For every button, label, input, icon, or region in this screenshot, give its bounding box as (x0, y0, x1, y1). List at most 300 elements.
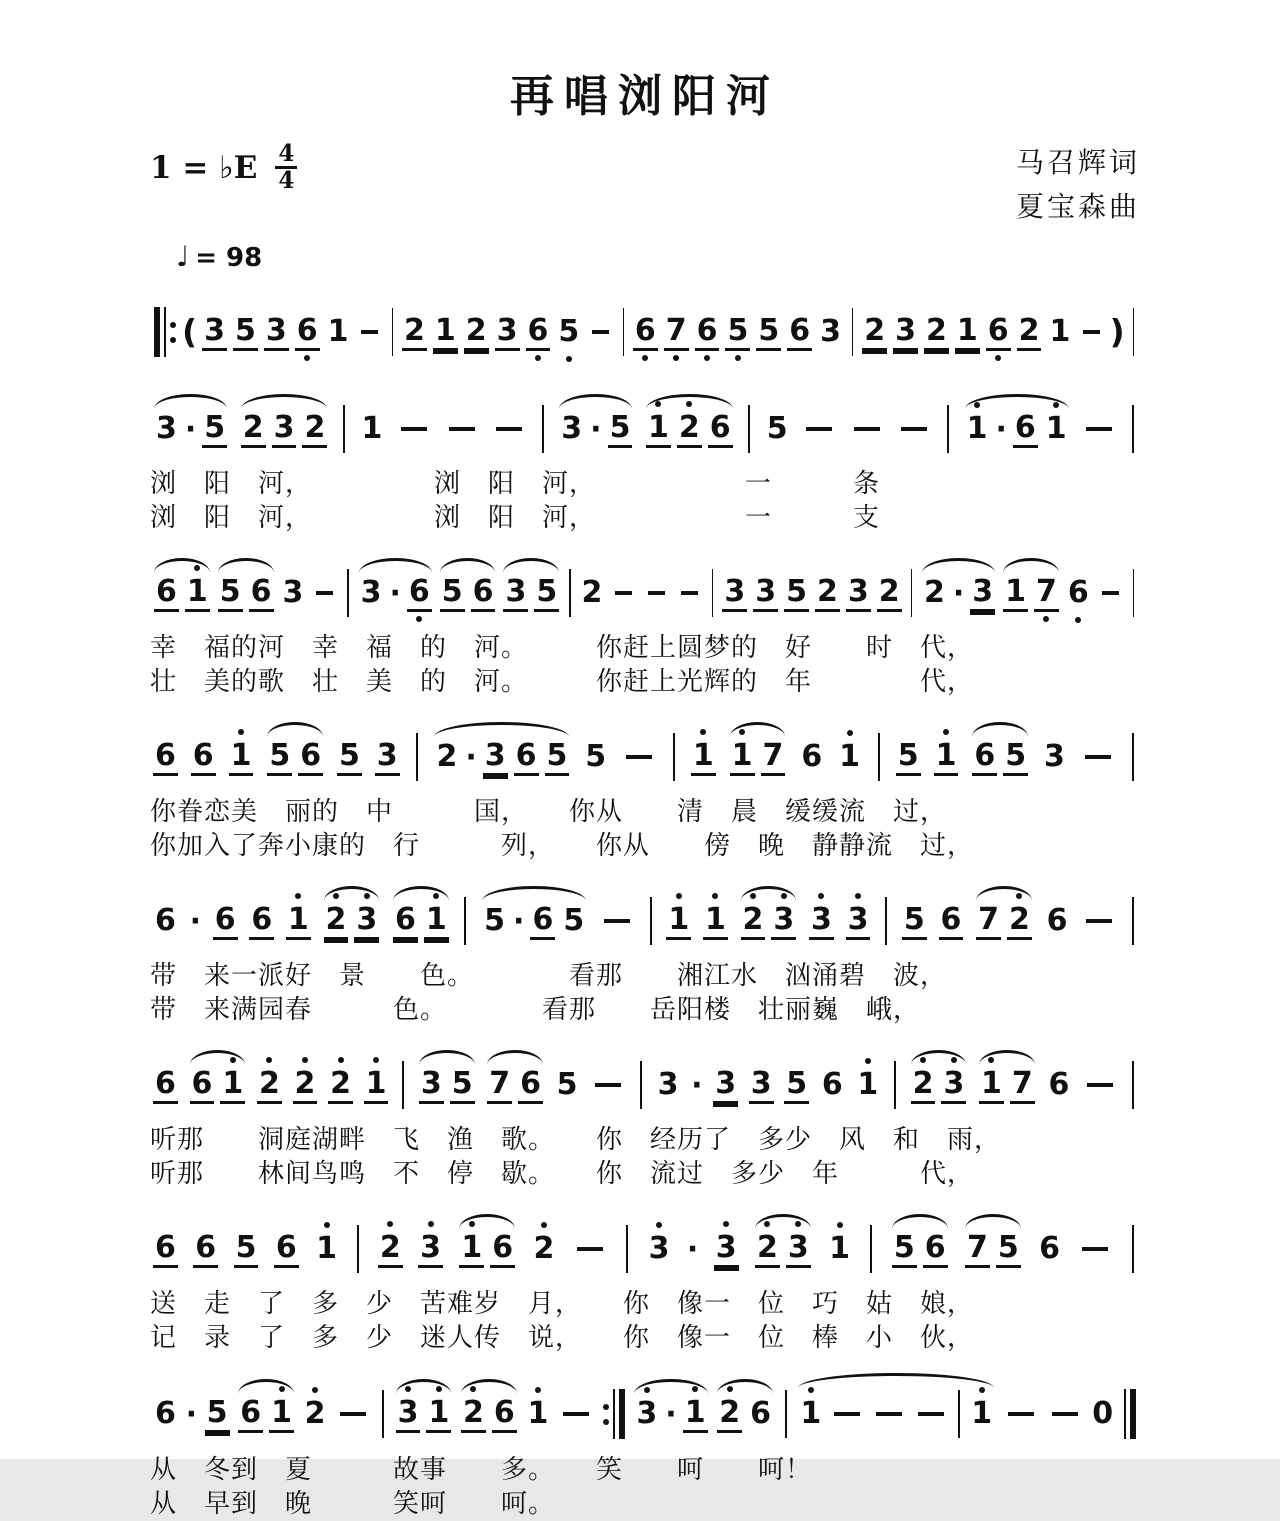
note-digit: 3 (847, 573, 869, 609)
note-digit: 1 (668, 901, 690, 937)
note (647, 1232, 672, 1266)
note-digit: 2 (465, 312, 487, 348)
note (459, 1231, 484, 1268)
octave-dot-above (470, 1386, 476, 1392)
note-digit: 3 (755, 573, 777, 609)
octave-dot-above (405, 1386, 411, 1392)
music-system-2 (150, 385, 1140, 535)
barline (1132, 1225, 1134, 1273)
slur-arc (726, 739, 790, 776)
lyrics-line: 听那 林间鸟鸣 不 停 歇。 你 流过 多少 年 代， (150, 1159, 975, 1188)
lyrics-line: 从 早到 晚 笑呵 呵。 (150, 1489, 556, 1518)
note (396, 1396, 421, 1433)
note-digit: 1 (1049, 314, 1071, 349)
note-digit: 1 (230, 737, 252, 773)
octave-dot-above (692, 1386, 698, 1392)
note (646, 411, 671, 448)
note-digit: 6 (940, 901, 962, 937)
note-digit: 7 (978, 901, 999, 937)
octave-dot-above (433, 893, 439, 899)
note (1042, 740, 1067, 774)
note (303, 1397, 328, 1431)
note (202, 314, 227, 351)
augmentation-dot: · (189, 903, 201, 939)
duration-dash (1086, 919, 1112, 923)
note (691, 739, 716, 776)
note (749, 1067, 774, 1104)
key-time-signature (150, 142, 297, 193)
slur-arc (555, 411, 636, 448)
note-digit: 5 (451, 1065, 473, 1101)
duration-dash (876, 1412, 902, 1416)
barline (870, 1225, 872, 1273)
duration-dash (1082, 1247, 1108, 1251)
note-digit: 2 (325, 901, 347, 937)
note (229, 739, 254, 776)
note (634, 1397, 659, 1431)
duration-dash (615, 591, 632, 595)
note (364, 1067, 389, 1104)
duration-dash (1085, 755, 1111, 759)
notation-line-4 (150, 713, 1140, 795)
note (965, 412, 990, 446)
music-system-8 (150, 1369, 1140, 1521)
note-digit: 3 (943, 1065, 965, 1101)
note-digit: 2 (925, 312, 947, 348)
augmentation-dot: · (952, 575, 965, 611)
notation-line-6 (150, 1041, 1140, 1123)
note-digit: 6 (515, 737, 537, 773)
slur-arc (186, 1067, 250, 1104)
note (986, 314, 1011, 351)
note (202, 411, 227, 448)
slur-arc (972, 903, 1036, 940)
note (354, 903, 379, 940)
note (965, 1231, 990, 1268)
parenthesis: ( (182, 312, 198, 351)
note (976, 903, 1001, 940)
duration-dash (496, 427, 522, 431)
note (855, 1068, 880, 1102)
note-digit: 1 (981, 1065, 1002, 1101)
slur-arc (968, 739, 1032, 776)
octave-dot-below (304, 355, 310, 361)
duration-dash (806, 427, 832, 431)
note (393, 903, 418, 940)
octave-dot-above (436, 1386, 442, 1392)
octave-dot-above (943, 729, 949, 735)
note (440, 575, 465, 612)
note-digit: 2 (436, 739, 458, 774)
octave-dot-above (535, 1387, 541, 1393)
note (264, 314, 289, 351)
note-digit: 7 (762, 737, 784, 773)
barline (894, 1061, 896, 1109)
note-digit: 3 (715, 1065, 737, 1101)
note (503, 575, 528, 612)
note-digit: 5 (558, 314, 580, 349)
note (896, 739, 921, 776)
note-digit: 3 (636, 1396, 658, 1431)
note-digit: 1 (800, 1396, 822, 1431)
note (154, 412, 179, 446)
slur-arc (150, 575, 214, 612)
octave-dot-above (920, 1057, 926, 1063)
note-digit: 6 (987, 312, 1009, 348)
repeat-dots (603, 1404, 609, 1425)
note (153, 904, 178, 938)
octave-dot-above (295, 893, 301, 899)
note-digit: 1 (287, 901, 309, 937)
note-digit: 3 (773, 901, 795, 937)
note (784, 575, 809, 612)
note (257, 1067, 282, 1104)
music-system-5 (150, 877, 1140, 1027)
barline (1133, 308, 1134, 356)
note (970, 575, 995, 612)
note-digit: 2 (1018, 312, 1040, 348)
slur-arc (436, 575, 500, 612)
barline (640, 1061, 642, 1109)
barline (712, 569, 713, 617)
slur-arc (150, 411, 231, 448)
note (1003, 739, 1028, 776)
note (213, 903, 238, 940)
note-digit: 6 (492, 1229, 514, 1265)
note-digit: 7 (967, 1229, 988, 1265)
lyrics-line: 你眷恋美 丽的 中 国， 你从 清 晨 缓缓流 过， (150, 797, 948, 826)
note (939, 903, 964, 940)
octave-dot-below (642, 355, 648, 361)
note-digit: 3 (360, 575, 382, 610)
note (892, 1231, 917, 1268)
note-digit: 6 (1014, 409, 1036, 445)
note-digit: 3 (715, 1229, 737, 1265)
slur-arc (888, 1231, 952, 1268)
song-title: 再唱浏阳河 (510, 72, 780, 121)
note (534, 575, 559, 612)
note (666, 903, 691, 940)
note (955, 314, 980, 351)
note (293, 1067, 318, 1104)
score-meta-row (150, 142, 1140, 230)
octave-dot-above (324, 1222, 330, 1228)
note-digit: 2 (923, 575, 945, 610)
duration-dash (1087, 1083, 1113, 1087)
note (281, 576, 306, 610)
note-digit: 2 (304, 409, 326, 445)
slur-arc (918, 575, 999, 612)
octave-dot-above (279, 1386, 285, 1392)
note-digit: 1 (428, 1394, 450, 1430)
note-digit: 3 (648, 1231, 670, 1266)
octave-dot-above (1053, 402, 1059, 408)
octave-dot-above (364, 893, 370, 899)
note-digit: 1 (829, 1231, 851, 1266)
notation-line-8 (150, 1369, 1140, 1453)
barline (885, 897, 887, 945)
lyrics-line: 浏 阳 河， 浏 阳 河， 一 支 (150, 503, 881, 532)
barline (650, 897, 652, 945)
slur-arc (389, 903, 453, 940)
slur-arc (355, 575, 436, 612)
note (518, 1067, 543, 1104)
note-digit: 3 (273, 409, 295, 445)
octave-dot-above (988, 1057, 994, 1063)
octave-dot-above (795, 1221, 801, 1227)
note (450, 1067, 475, 1104)
octave-dot-below (673, 355, 679, 361)
note (153, 1067, 178, 1104)
tempo-marking (176, 240, 1140, 273)
note-digit: 6 (251, 901, 273, 937)
note-digit: 5 (786, 573, 808, 609)
note-digit: 1 (692, 737, 714, 773)
octave-dot-above (644, 1387, 650, 1393)
note-digit: 5 (563, 903, 585, 938)
note-digit: 1 (316, 1231, 337, 1266)
note (193, 1231, 218, 1268)
lyrics-line: 带 来一派好 景 色。 看那 湘江水 汹涌碧 波， (150, 961, 948, 990)
note (633, 314, 658, 351)
note (784, 1067, 809, 1104)
note (153, 739, 178, 776)
note (799, 740, 824, 774)
octave-dot-above (230, 1057, 236, 1063)
note (495, 314, 520, 351)
note (426, 1396, 451, 1433)
note-digit: 1 (271, 1394, 292, 1430)
note (190, 1067, 215, 1104)
duration-dash (340, 1412, 366, 1416)
note-digit: 2 (242, 409, 264, 445)
note (324, 903, 349, 940)
note (748, 1397, 773, 1431)
octave-dot-above (979, 1387, 985, 1393)
lyrics-line: 从 冬到 夏 故事 多。 笑 呵 呵！ (150, 1455, 813, 1484)
slur-arc (907, 1067, 971, 1104)
note-digit: 2 (817, 573, 838, 609)
note (664, 314, 689, 351)
note (1010, 1067, 1035, 1104)
note (205, 1396, 230, 1433)
music-system-4 (150, 713, 1140, 863)
note-digit: 3 (356, 901, 378, 937)
note-digit: 6 (240, 1394, 262, 1430)
note (375, 739, 400, 776)
note (269, 1396, 294, 1433)
note (424, 903, 449, 940)
tempo-value: = 98 (195, 243, 263, 273)
time-signature (275, 142, 297, 193)
octave-dot-below (535, 355, 541, 361)
barline (569, 569, 570, 617)
note (1045, 904, 1070, 938)
lyrics-line: 送 走 了 多 少 苦难岁 月， 你 像一 位 巧 姑 娘， (150, 1289, 975, 1318)
note (1044, 412, 1069, 446)
note-digit: 1 (434, 312, 456, 348)
barline (402, 1061, 404, 1109)
note (818, 315, 843, 349)
note-digit: 5 (609, 409, 631, 445)
barline (464, 897, 466, 945)
note-digit: 3 (420, 1229, 441, 1265)
note (483, 739, 508, 776)
note (1047, 315, 1072, 349)
octave-dot-above (855, 893, 861, 899)
octave-dot-above (656, 1222, 662, 1228)
lyrics-line: 壮 美的歌 壮 美 的 河。 你赶上光辉的 年 代， (150, 667, 975, 696)
barline (343, 405, 345, 453)
note (972, 739, 997, 776)
note-digit: 1 (365, 1065, 387, 1101)
time-signature-numerator: 4 (278, 140, 295, 167)
augmentation-dot: · (184, 411, 197, 447)
octave-dot-above (266, 1057, 272, 1063)
note (561, 904, 586, 938)
note-digit: 5 (441, 573, 463, 609)
note-digit: 1 (648, 409, 669, 445)
augmentation-dot: · (465, 739, 477, 775)
note (756, 314, 781, 351)
note-digit: 2 (330, 1065, 351, 1101)
note (941, 1067, 966, 1104)
repeat-dots (170, 322, 176, 343)
note (487, 1067, 512, 1104)
note-digit: 6 (192, 737, 214, 773)
note (924, 314, 949, 351)
note (741, 903, 766, 940)
note-digit: 6 (709, 409, 731, 445)
note-digit: 5 (269, 737, 291, 773)
barline (382, 1390, 384, 1438)
note-digit: 2 (294, 1065, 316, 1101)
note-digit: 5 (339, 737, 360, 773)
note-digit: 3 (657, 1067, 679, 1102)
music-system-3 (150, 549, 1140, 699)
note-digit: 1 (1005, 573, 1026, 609)
music-system-1 (150, 287, 1140, 371)
note-digit: 6 (155, 1065, 176, 1101)
note-digit: 3 (724, 573, 746, 609)
note (360, 412, 385, 446)
augmentation-dot: · (665, 1396, 677, 1432)
note (218, 575, 243, 612)
note-digit: 6 (191, 1065, 213, 1101)
note (559, 412, 584, 446)
duration-dash (595, 1083, 621, 1087)
octave-dot-above (312, 1387, 318, 1393)
note (771, 903, 796, 940)
note-digit: 3 (750, 1065, 772, 1101)
note (514, 739, 539, 776)
note-digit: 3 (811, 901, 832, 937)
octave-dot-above (387, 1221, 393, 1227)
note-digit: 3 (496, 312, 518, 348)
note (525, 1397, 550, 1431)
note-digit: 5 (235, 1229, 257, 1265)
slur-arc (263, 739, 327, 776)
note (154, 575, 179, 612)
octave-dot-above (727, 1386, 733, 1392)
note-digit: 2 (258, 1065, 280, 1101)
slur-arc (961, 411, 1073, 448)
duration-dash (1083, 330, 1099, 334)
duration-dash (401, 427, 427, 431)
barline (416, 733, 418, 781)
augmentation-dot: · (389, 575, 401, 611)
note (979, 1067, 1004, 1104)
note (337, 739, 362, 776)
slur-arc (214, 575, 278, 612)
music-system-7 (150, 1205, 1140, 1355)
duration-dash (563, 1412, 589, 1416)
octave-dot-above (338, 1057, 344, 1063)
repeat-begin-barline (154, 307, 176, 357)
rest-note (1090, 1397, 1115, 1431)
octave-dot-above (865, 1058, 871, 1064)
note (418, 1231, 443, 1268)
note-digit: 6 (532, 901, 554, 937)
octave-dot-below (566, 356, 572, 362)
notation-line-2 (150, 385, 1140, 467)
note-digit: 1 (186, 573, 208, 609)
note-digit: 2 (678, 409, 700, 445)
note (656, 1068, 681, 1102)
note-digit: 5 (204, 409, 226, 445)
duration-dash (592, 330, 608, 334)
note (302, 411, 327, 448)
note (683, 1396, 708, 1433)
duration-dash (626, 755, 652, 759)
note (526, 314, 551, 351)
octave-dot-above (373, 1057, 379, 1063)
note (753, 575, 778, 612)
notation-line-5 (150, 877, 1140, 959)
duration-dash (1086, 427, 1112, 431)
note (934, 739, 959, 776)
note (238, 1396, 263, 1433)
note (461, 1396, 486, 1433)
note (532, 1232, 557, 1266)
note-digit: 6 (520, 1065, 541, 1101)
note (434, 740, 459, 774)
note (153, 1231, 178, 1268)
note (730, 739, 755, 776)
note (969, 1397, 994, 1431)
note (419, 1067, 444, 1104)
note (234, 1231, 259, 1268)
note (846, 575, 871, 612)
duration-dash (604, 919, 630, 923)
octave-dot-above (837, 1222, 843, 1228)
octave-dot-above (723, 1221, 729, 1227)
note (714, 1231, 739, 1268)
barline (947, 405, 949, 453)
note-digit: 5 (206, 1394, 228, 1430)
note-digit: 2 (742, 901, 764, 937)
note (862, 314, 887, 351)
note (233, 314, 258, 351)
note-digit: 1 (461, 1229, 483, 1265)
slur-arc (794, 1390, 998, 1438)
octave-dot-above (847, 730, 853, 736)
slur-arc (455, 1231, 519, 1268)
octave-dot-above (333, 893, 339, 899)
note (555, 1068, 580, 1102)
note-digit: 1 (222, 1065, 244, 1101)
note (1003, 575, 1028, 612)
